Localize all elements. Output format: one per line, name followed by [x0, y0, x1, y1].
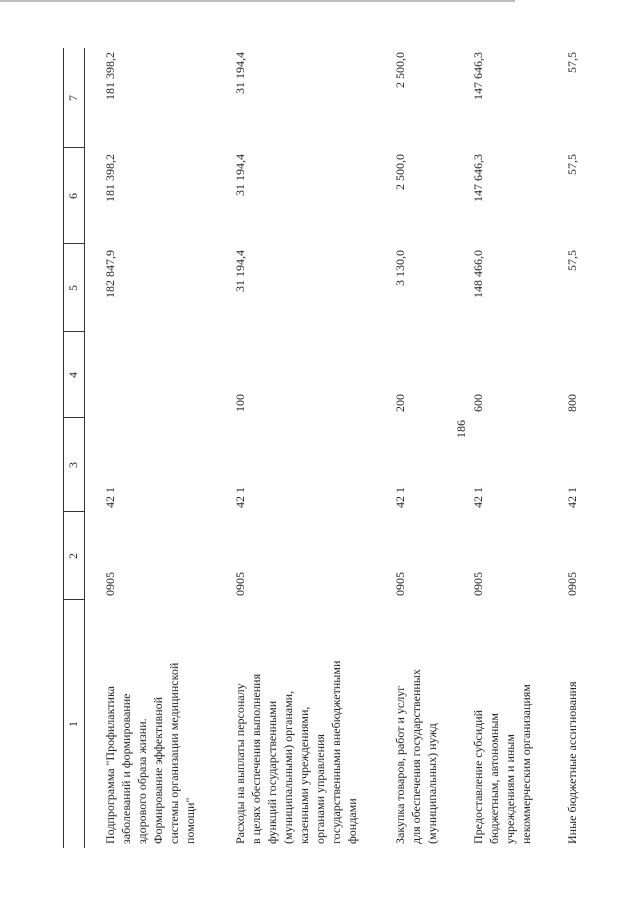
scan-edge-line — [0, 0, 515, 2]
section-code: 0905 — [393, 572, 407, 596]
amount-column-7: 147 646,3 — [471, 52, 485, 100]
expense-type-code: 800 — [565, 394, 579, 412]
amount-column-5: 3 130,0 — [393, 250, 407, 286]
section-code: 0905 — [103, 572, 117, 596]
row-description: Закупка товаров, работ и услуг для обеспечения государственных (муниципальных) нужд — [393, 669, 439, 844]
section-code: 0905 — [471, 572, 485, 596]
amount-column-6: 57,5 — [565, 154, 579, 175]
target-code: 42 1 — [565, 487, 579, 508]
column-header-4: 4 — [66, 372, 80, 378]
row-description: Предоставление субсидий бюджетным, автономным учреждениям и иным некоммерческим организациям — [471, 684, 533, 844]
row-description: Иные бюджетные ассигнования — [565, 681, 579, 844]
amount-column-7: 181 398,2 — [103, 52, 117, 100]
column-header-1: 1 — [66, 721, 80, 727]
header-bottom-border — [84, 48, 85, 848]
column-header-3: 3 — [66, 462, 80, 468]
amount-column-6: 181 398,2 — [103, 154, 117, 202]
amount-column-7: 31 194,4 — [233, 52, 247, 94]
target-code: 42 1 — [471, 487, 485, 508]
target-code: 42 1 — [103, 487, 117, 508]
section-code: 0905 — [233, 572, 247, 596]
target-code: 42 1 — [393, 487, 407, 508]
column-header-7: 7 — [66, 95, 80, 101]
page-number: 186 — [454, 420, 468, 438]
row-description: Подпрограмма "Профилактика заболеваний и формирование здорового образа жизни. Формирование эффективной системы организации медицинской помощи" — [103, 662, 197, 844]
table-top-border — [63, 48, 64, 848]
amount-column-6: 2 500,0 — [393, 154, 407, 190]
column-header-6: 6 — [66, 193, 80, 199]
column-header-2: 2 — [66, 553, 80, 559]
amount-column-6: 31 194,4 — [233, 154, 247, 196]
row-description: Расходы на выплаты персоналу в целях обеспечения выполнения функций государственными (муниципальными) органами, казенными учреждениями, органами управления государственными внебюджетными фондами — [233, 660, 359, 844]
amount-column-7: 57,5 — [565, 52, 579, 73]
amount-column-5: 31 194,4 — [233, 250, 247, 292]
target-code: 42 1 — [233, 487, 247, 508]
budget-table — [62, 48, 622, 848]
expense-type-code: 200 — [393, 394, 407, 412]
amount-column-7: 2 500,0 — [393, 52, 407, 88]
amount-column-5: 57,5 — [565, 250, 579, 271]
expense-type-code: 600 — [471, 394, 485, 412]
expense-type-code: 100 — [233, 394, 247, 412]
amount-column-5: 148 466,0 — [471, 250, 485, 298]
amount-column-6: 147 646,3 — [471, 154, 485, 202]
column-header-5: 5 — [66, 285, 80, 291]
amount-column-5: 182 847,9 — [103, 250, 117, 298]
section-code: 0905 — [565, 572, 579, 596]
